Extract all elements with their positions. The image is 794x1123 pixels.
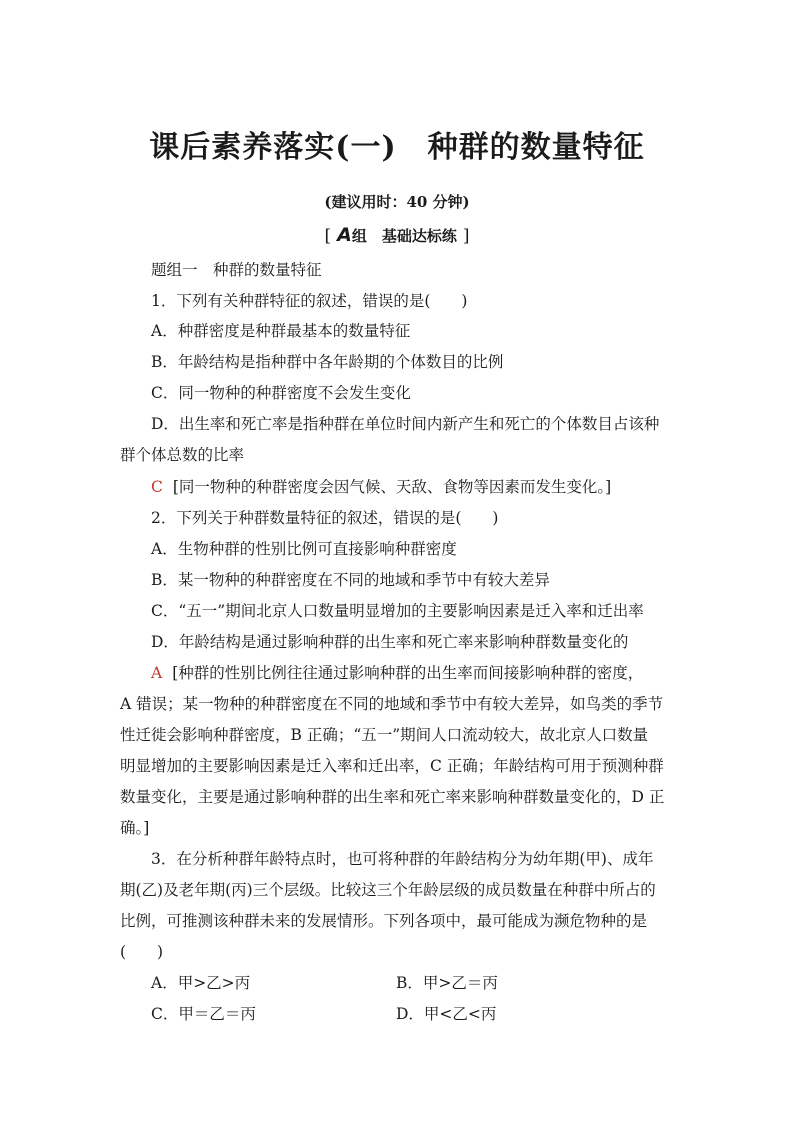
q2-explanation-6: 确。] bbox=[120, 819, 150, 837]
q2-option-b: B．某一物种的种群密度在不同的地域和季节中有较大差异 bbox=[151, 571, 550, 589]
q3-stem-line2: 期(乙)及老年期(丙)三个层级。比较这三个年龄层级的成员数量在种群中所占的 bbox=[120, 881, 656, 899]
page-title: 课后素养落实(一) 种群的数量特征 bbox=[149, 130, 645, 165]
q3-stem-line4: ( ) bbox=[120, 943, 164, 961]
q2-explanation-2: A 错误；某一物种的种群密度在不同的地域和季节中有较大差异，如鸟类的季节 bbox=[120, 695, 664, 713]
q1-option-a: A．种群密度是种群最基本的数量特征 bbox=[151, 322, 411, 340]
q1-stem: 1．下列有关种群特征的叙述，错误的是( ) bbox=[151, 292, 468, 310]
q2-stem: 2．下列关于种群数量特征的叙述，错误的是( ) bbox=[151, 509, 499, 527]
q2-explanation-4: 明显增加的主要影响因素是迁入率和迁出率，C 正确；年龄结构可用于预测种群 bbox=[120, 757, 664, 775]
q3-stem-line3: 比例，可推测该种群未来的发展情形。下列各项中，最可能成为濒危物种的是 bbox=[120, 912, 648, 930]
q2-answer: A bbox=[151, 664, 163, 682]
q2-option-c: C．“五一”期间北京人口数量明显增加的主要影响因素是迁入率和迁出率 bbox=[151, 602, 644, 620]
q3-option-c: C．甲＝乙＝丙 bbox=[151, 1005, 256, 1023]
group-letter: A bbox=[337, 224, 352, 246]
group-left-bracket: [ bbox=[324, 226, 332, 246]
q3-stem-line1: 3．在分析种群年龄特点时，也可将种群的年龄结构分为幼年期(甲)、成年 bbox=[151, 850, 654, 868]
q3-option-a: A．甲>乙>丙 bbox=[151, 974, 251, 992]
q3-option-b: B．甲>乙＝丙 bbox=[396, 974, 498, 992]
q1-answer-line bbox=[151, 476, 611, 498]
group-label: 组 基础达标练 bbox=[351, 227, 457, 245]
q1-option-b: B．年龄结构是指种群中各年龄期的个体数目的比例 bbox=[151, 353, 504, 371]
q2-explanation-5: 数量变化，主要是通过影响种群的出生率和死亡率来影响种群数量变化的，D 正 bbox=[120, 788, 665, 806]
q2-option-a: A．生物种群的性别比例可直接影响种群密度 bbox=[151, 540, 457, 558]
topic-heading: 题组一 种群的数量特征 bbox=[151, 261, 322, 279]
q2-option-d: D．年龄结构是通过影响种群的出生率和死亡率来影响种群数量变化的 bbox=[151, 633, 629, 651]
q2-explanation-3: 性迁徙会影响种群密度，B 正确；“五一”期间人口流动较大，故北京人口数量 bbox=[120, 726, 649, 744]
q1-option-c: C．同一物种的种群密度不会发生变化 bbox=[151, 384, 411, 402]
q1-option-d-line1: D．出生率和死亡率是指种群在单位时间内新产生和死亡的个体数目占该种 bbox=[151, 415, 660, 433]
q1-answer: C bbox=[151, 478, 163, 496]
q3-option-d: D．甲<乙<丙 bbox=[396, 1005, 497, 1023]
group-right-bracket: ] bbox=[462, 226, 470, 246]
q2-answer-line bbox=[151, 662, 643, 684]
time-suggestion: (建议用时：40 分钟) bbox=[324, 193, 470, 211]
q2-explanation-1: [种群的性别比例往往通过影响种群的出生率而间接影响种群的密度， bbox=[172, 664, 644, 682]
group-header bbox=[0, 224, 794, 246]
q1-option-d-line2: 群个体总数的比率 bbox=[120, 446, 245, 464]
q1-explanation: [同一物种的种群密度会因气候、天敌、食物等因素而发生变化。] bbox=[172, 478, 612, 496]
